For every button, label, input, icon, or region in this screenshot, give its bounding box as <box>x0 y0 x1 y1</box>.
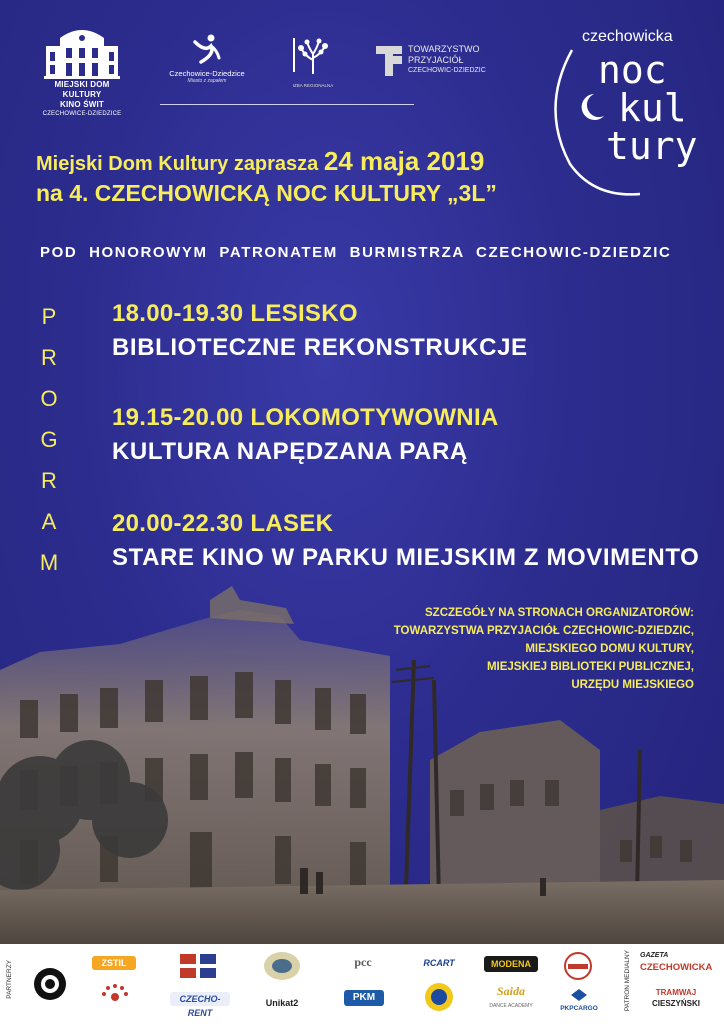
mdk-line3: CZECHOWICE-DZIEDZICE <box>42 111 122 117</box>
header-divider <box>160 104 414 105</box>
details-line: URZĘDU MIEJSKIEGO <box>571 679 694 691</box>
program-event <box>112 300 528 362</box>
tree-icon <box>293 38 333 76</box>
program-letter: O <box>40 386 58 411</box>
noc-logo-small: czechowicka <box>582 28 673 45</box>
event-time-venue: 18.00-19.30 LESISKO <box>112 300 358 327</box>
tpcd-emblem-icon <box>376 46 402 76</box>
cinema-building-icon <box>40 24 124 80</box>
program-letter: A <box>41 509 57 534</box>
invitation-line1 <box>36 146 484 177</box>
unikat-logo: Unikat2 <box>265 998 299 1008</box>
program-letter: R <box>41 468 57 493</box>
organizers-details <box>334 604 694 694</box>
flags-logo-icon <box>180 954 216 978</box>
izba-label: IZBA REGIONALNA <box>292 83 334 88</box>
event-time-venue: 19.15-20.00 LOKOMOTYWOWNIA <box>112 404 499 431</box>
tpcd-logo <box>376 44 486 75</box>
library-logo-icon <box>98 984 132 1010</box>
details-line: TOWARZYSTWA PRZYJACIÓŁ CZECHOWIC-DZIEDZIC, <box>393 625 694 637</box>
pkm-logo: PKM <box>344 990 384 1006</box>
modena-logo: MODENA <box>484 956 538 972</box>
invitation-line2: na 4. CZECHOWICKĄ NOC KULTURY „3L” <box>36 180 497 206</box>
partners-label: PARTNERZY <box>6 960 13 999</box>
details-line: MIEJSKIEJ BIBLIOTEKI PUBLICZNEJ, <box>486 661 694 673</box>
invitation-date: 24 maja 2019 <box>323 146 485 176</box>
pcc-logo: pcc <box>354 955 372 969</box>
noc-logo-word3: tury <box>606 124 698 168</box>
tramwaj-logo-top: TRAMWAJ <box>655 988 697 997</box>
mdk-line2: KINO ŚWIT <box>59 100 105 109</box>
saida-logo: Saida <box>496 984 525 998</box>
gazeta-logo-top: GAZETA <box>640 952 669 959</box>
media-patron-label: PATRON MEDIALNY <box>624 950 631 1012</box>
round-red-logo-icon <box>564 952 592 980</box>
program-letter: G <box>40 427 58 452</box>
event-title: BIBLIOTECZNE REKONSTRUKCJE <box>112 334 528 361</box>
partner-circle-logo-icon <box>32 966 68 1002</box>
dancing-figure-icon <box>191 34 223 64</box>
pkp-cargo-emblem-icon <box>570 988 588 1002</box>
mdk-logo <box>34 24 130 119</box>
izba-regionalna-logo <box>290 38 336 88</box>
czecho-rent-logo: CZECHO-RENT <box>170 992 230 1006</box>
saida-subtitle: DANCE ACADEMY <box>489 1003 533 1009</box>
noc-logo-word2: kul <box>618 86 687 130</box>
noc-kultury-logo <box>546 28 716 200</box>
event-title: STARE KINO W PARKU MIEJSKIM Z MOVIMENTO <box>112 544 700 571</box>
tramwaj-logo-bottom: CIESZYŃSKI <box>651 999 700 1008</box>
coat-of-arms-logo-icon <box>262 950 302 982</box>
gazeta-logo-bottom: CZECHOWICKA <box>640 962 713 973</box>
sponsors-footer <box>0 944 724 1024</box>
czechowice-logo <box>162 34 252 84</box>
rcart-logo: RCART <box>423 958 455 968</box>
event-time-venue: 20.00-22.30 LASEK <box>112 510 334 537</box>
czechowice-tagline: Miasto z zapałem <box>187 78 227 84</box>
invitation-organizer: Miejski Dom Kultury zaprasza <box>36 153 319 175</box>
czechowice-name: Czechowice-Dziedzice <box>169 69 245 78</box>
program-letter: P <box>41 304 57 329</box>
pkp-cargo-logo: PKPCARGO <box>560 1005 598 1012</box>
tpcd-line2: PRZYJACIÓŁ <box>408 55 464 65</box>
patronage-line: POD HONOROWYM PATRONATEM BURMISTRZA CZECHOWIC-DZIEDZIC <box>40 244 672 261</box>
tpcd-line3: CZECHOWIC-DZIEDZIC <box>408 67 486 74</box>
mdk-line1: MIEJSKI DOM KULTURY <box>54 80 110 99</box>
program-letter: R <box>41 345 57 370</box>
program-vertical-label <box>40 296 58 583</box>
details-line: MIEJSKIEGO DOMU KULTURY, <box>525 643 694 655</box>
event-title: KULTURA NAPĘDZANA PARĄ <box>112 438 468 465</box>
tpcd-line1: TOWARZYSTWO <box>408 44 480 54</box>
zstil-logo: ZSTIL <box>92 956 136 970</box>
details-line: SZCZEGÓŁY NA STRONACH ORGANIZATORÓW: <box>425 607 694 619</box>
program-letter: M <box>39 550 59 575</box>
noc-logo-word1: noc <box>598 48 667 92</box>
eagle-emblem-icon <box>424 982 454 1012</box>
program-event <box>112 404 499 466</box>
